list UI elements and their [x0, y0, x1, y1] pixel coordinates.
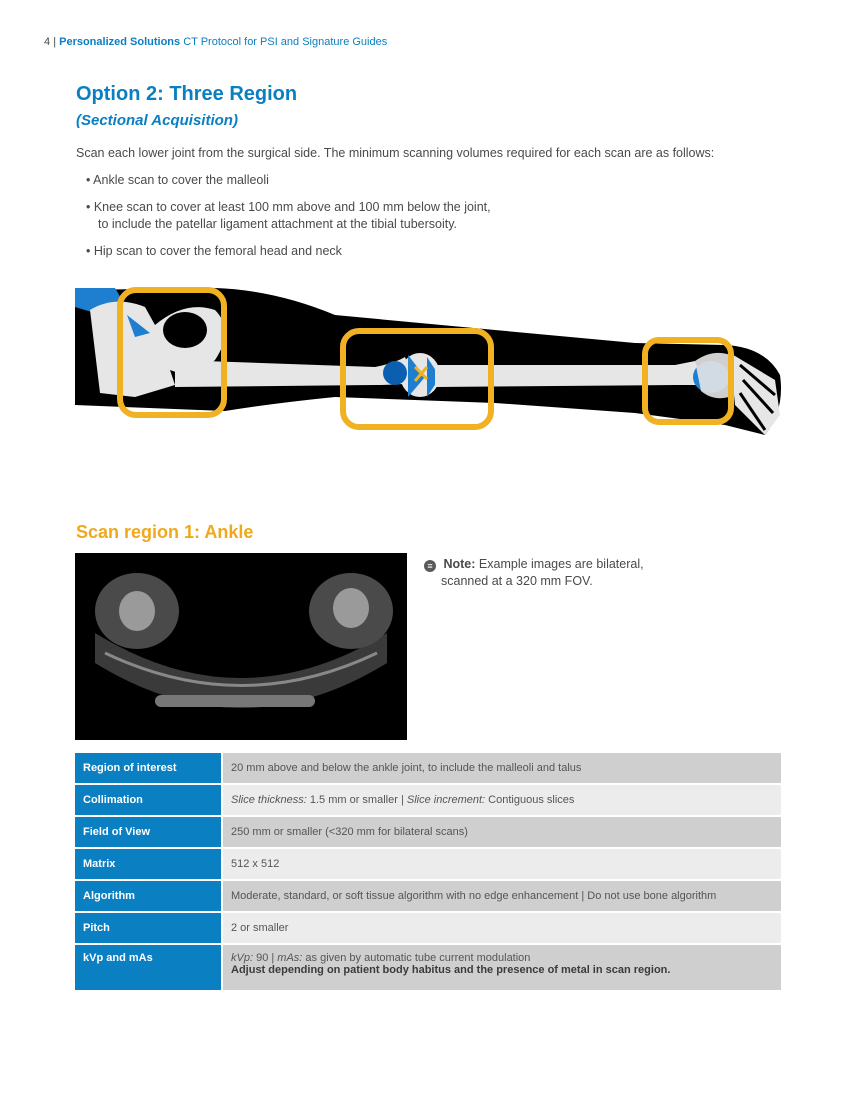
kvp-label: kVp:: [231, 952, 254, 964]
section-title: Option 2: Three Region: [76, 83, 298, 105]
mas-label: mAs:: [277, 952, 303, 964]
leg-skeleton-illustration: [75, 285, 785, 445]
slice-thickness-label: Slice thickness:: [231, 794, 307, 806]
scan-parameters-table: [75, 753, 781, 992]
row-key: Field of View: [75, 816, 222, 848]
row-value: 20 mm above and below the ankle joint, to include the malleoli and talus: [222, 753, 781, 784]
row-key: Algorithm: [75, 880, 222, 912]
header-separator: |: [53, 36, 57, 48]
row-key: kVp and mAs: [75, 944, 222, 991]
table-row: [75, 944, 781, 991]
scan-region-title: Scan region 1: Ankle: [76, 522, 254, 542]
section-subtitle: (Sectional Acquisition): [76, 112, 238, 129]
slice-increment-value: Contiguous slices: [485, 794, 575, 806]
row-value: [222, 784, 781, 816]
table-row: [75, 816, 781, 848]
table-row: [75, 912, 781, 944]
table-row: [75, 880, 781, 912]
row-value: 2 or smaller: [222, 912, 781, 944]
intro-paragraph: Scan each lower joint from the surgical side. The minimum scanning volumes required for each scan are as follows:: [76, 146, 715, 160]
note-text-line2: scanned at a 320 mm FOV.: [441, 574, 593, 588]
note-label: Note:: [443, 557, 476, 571]
row-value: 512 x 512: [222, 848, 781, 880]
header-doc-title: CT Protocol for PSI and Signature Guides: [183, 36, 388, 48]
row-value: 250 mm or smaller (<320 mm for bilateral scans): [222, 816, 781, 848]
table-row: [75, 848, 781, 880]
ct-scan-image: [75, 553, 407, 740]
bullet-hip: • Hip scan to cover the femoral head and neck: [86, 244, 342, 258]
mas-value: as given by automatic tube current modulation: [302, 952, 531, 964]
bullet-knee-cont: to include the patellar ligament attachment at the tibial tubersoity.: [98, 217, 458, 231]
slice-increment-label: Slice increment:: [406, 794, 486, 806]
table-row: [75, 784, 781, 816]
row-key: Collimation: [75, 784, 222, 816]
note-box: [424, 556, 644, 590]
slice-thickness-value: 1.5 mm or smaller |: [306, 794, 407, 806]
note-icon: ≡: [424, 560, 436, 572]
row-value: Moderate, standard, or soft tissue algorithm with no edge enhancement | Do not use bone algorithm: [222, 880, 781, 912]
bullet-knee: • Knee scan to cover at least 100 mm above and 100 mm below the joint,: [86, 200, 491, 214]
table-row: [75, 753, 781, 784]
header-brand: Personalized Solutions: [59, 36, 181, 48]
note-text-line1: Example images are bilateral,: [478, 557, 644, 571]
row-key: Matrix: [75, 848, 222, 880]
row-key: Region of interest: [75, 753, 222, 784]
row-key: Pitch: [75, 912, 222, 944]
kvp-value: 90 |: [253, 952, 278, 964]
adjust-note: Adjust depending on patient body habitus and the presence of metal in scan region.: [231, 964, 671, 976]
bullet-list: [86, 172, 491, 270]
bullet-ankle: • Ankle scan to cover the malleoli: [86, 173, 269, 187]
running-header: [44, 36, 387, 48]
page-number: 4: [44, 36, 51, 48]
row-value: [222, 944, 781, 991]
